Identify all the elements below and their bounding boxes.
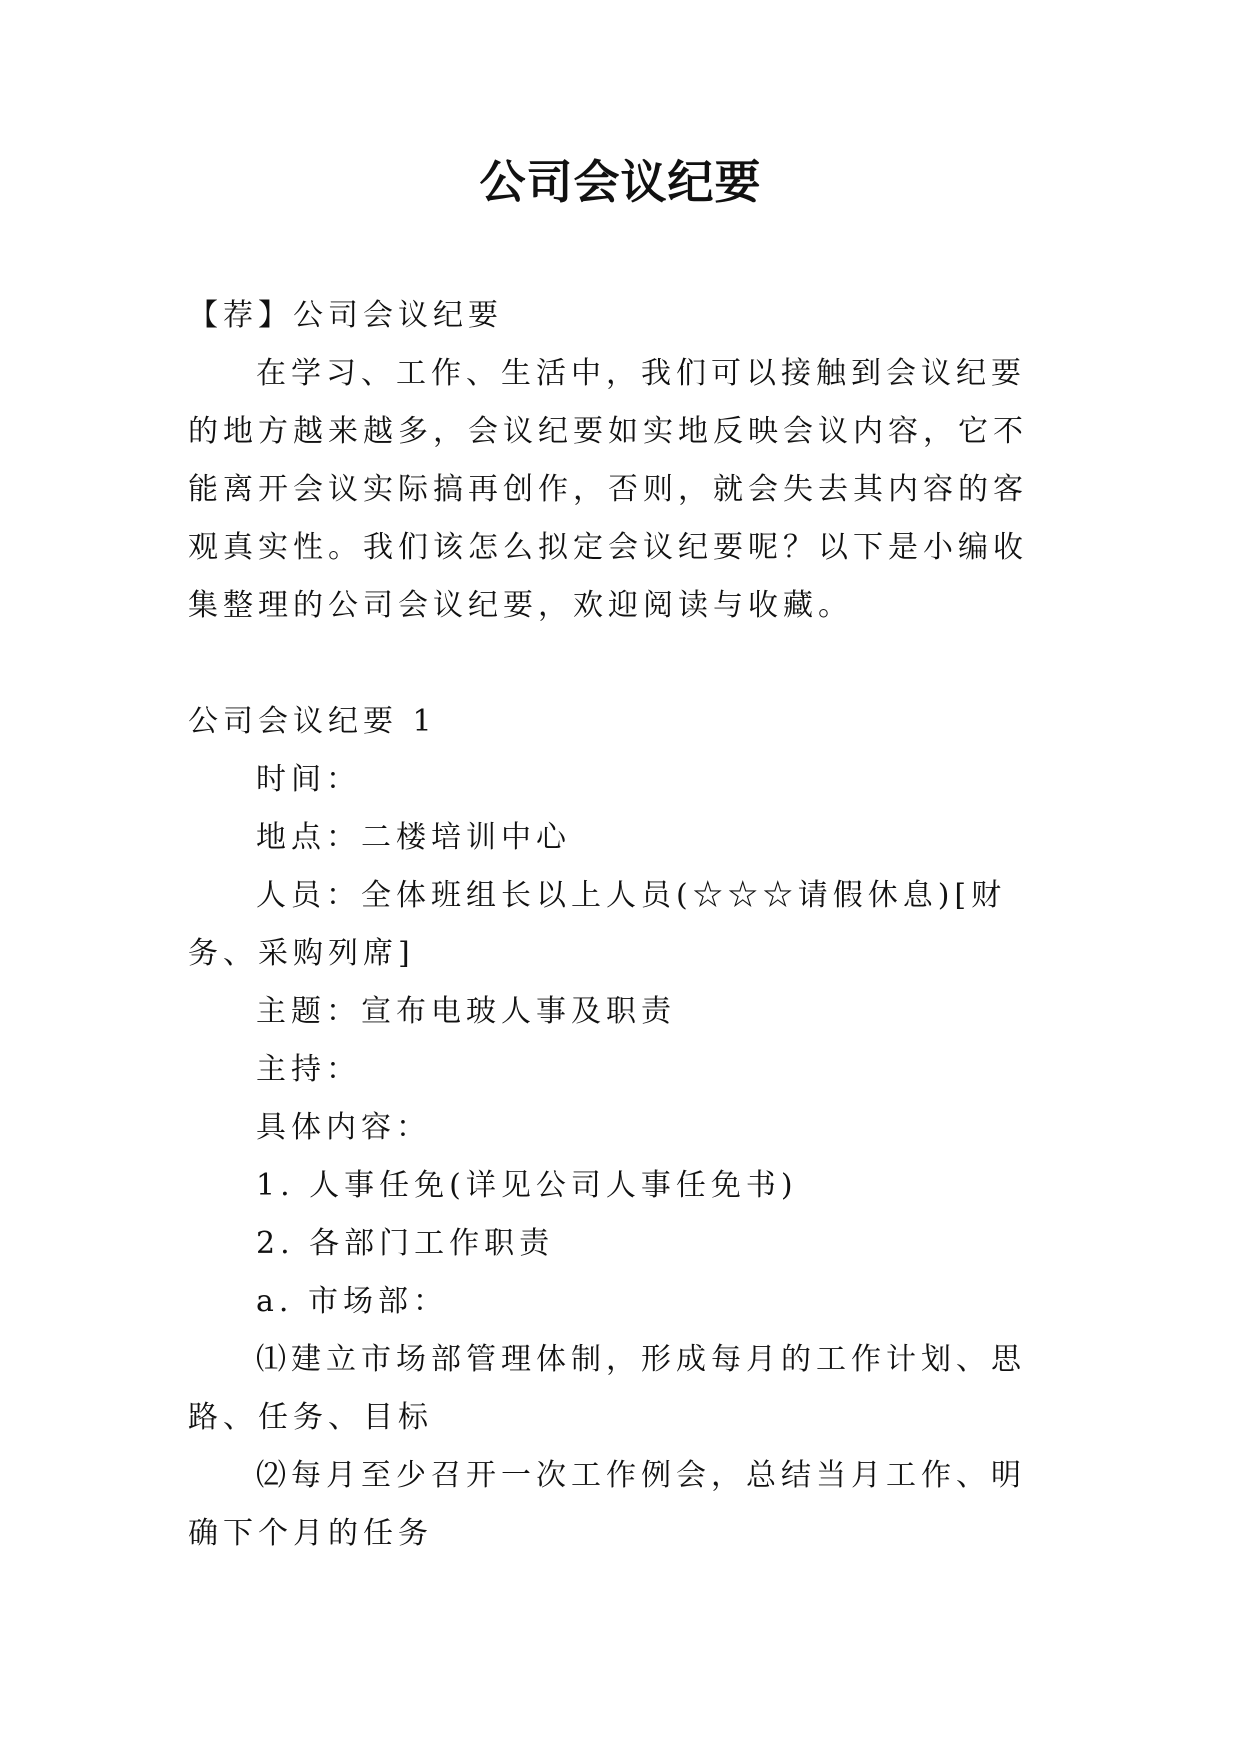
intro-paragraph: 在学习、工作、生活中，我们可以接触到会议纪要的地方越来越多，会议纪要如实地反映会议内容，它不能离开会议实际搞再创作，否则，就会失去其内容的客观真实性。我们该怎么拟定会议纪要呢？以下是小编收集整理的公司会议纪要，欢迎阅读与收藏。 xyxy=(188,356,1028,623)
sub-item: ⑴建立市场部管理体制，形成每月的工作计划、思路、任务、目标 xyxy=(188,1342,1026,1435)
meeting-place: 地点：二楼培训中心 xyxy=(256,820,571,855)
subtitle-line: 【荐】公司会议纪要 xyxy=(188,298,503,333)
meeting-time: 时间： xyxy=(256,762,361,797)
meeting-topic: 主题：宣布电玻人事及职责 xyxy=(256,994,676,1029)
content-label: 具体内容： xyxy=(256,1110,431,1145)
list-item: 1. 人事任免(详见公司人事任免书) xyxy=(256,1168,798,1203)
document-title: 公司会议纪要 xyxy=(479,155,762,209)
meeting-host: 主持： xyxy=(256,1052,361,1087)
document-body xyxy=(188,287,1058,1563)
list-item: 2. 各部门工作职责 xyxy=(256,1226,555,1261)
list-item: a. 市场部： xyxy=(256,1284,448,1319)
sub-item: ⑵每月至少召开一次工作例会，总结当月工作、明确下个月的任务 xyxy=(188,1458,1026,1551)
section-spacer xyxy=(188,635,1058,693)
meeting-people: 人员：全体班组长以上人员(☆☆☆请假休息)[财务、采购列席] xyxy=(188,878,1007,971)
section-heading: 公司会议纪要 1 xyxy=(188,704,437,739)
